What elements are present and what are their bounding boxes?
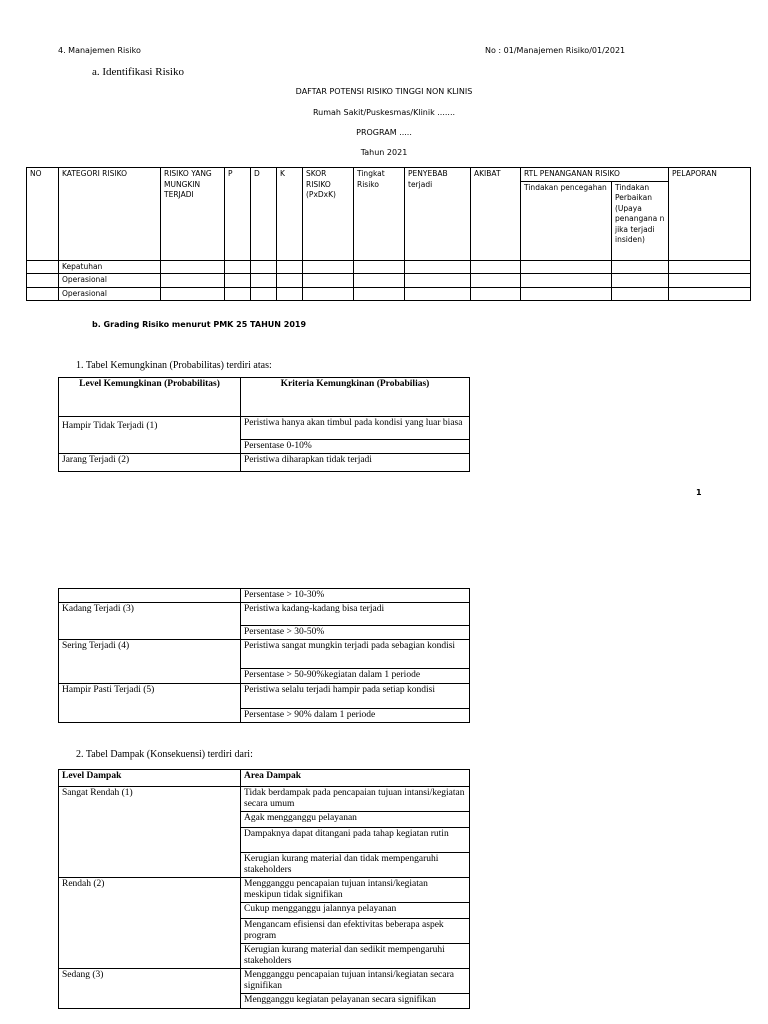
probability-level-cell: Kadang Terjadi (3) [59, 603, 241, 640]
probability-table-continued [58, 588, 470, 723]
impact-area-cell: Cukup mengganggu jalannya pelayanan [241, 903, 470, 919]
probability-level-cell: Jarang Terjadi (2) [59, 454, 241, 472]
probability-intro: 1. Tabel Kemungkinan (Probabilitas) terdiri atas: [76, 360, 272, 371]
header-risiko: RISIKO YANG MUNGKIN TERJADI [161, 168, 225, 261]
table-row [59, 878, 470, 903]
probability-level-cell [59, 589, 241, 603]
header-skor: SKOR RISIKO (PxDxK) [303, 168, 354, 261]
probability-criteria-cell: Persentase > 50-90%kegiatan dalam 1 periode [241, 669, 470, 684]
list-title: DAFTAR POTENSI RISIKO TINGGI NON KLINIS [295, 87, 473, 96]
probability-criteria-header: Kriteria Kemungkinan (Probabilias) [241, 378, 470, 417]
header-kategori: KATEGORI RISIKO [59, 168, 161, 261]
impact-level-cell: Rendah (2) [59, 878, 241, 969]
probability-criteria-cell: Persentase 0-10% [241, 440, 470, 454]
table-row [27, 287, 751, 301]
table-row [59, 603, 470, 626]
probability-criteria-cell: Peristiwa sangat mungkin terjadi pada sebagian kondisi [241, 640, 470, 669]
impact-intro: 2. Tabel Dampak (Konsekuensi) terdiri dari: [76, 749, 253, 760]
probability-level-cell: Hampir Tidak Terjadi (1) [59, 417, 241, 454]
impact-level-cell: Sedang (3) [59, 969, 241, 1009]
impact-table [58, 769, 470, 1009]
table-row [27, 260, 751, 274]
header-akibat: AKIBAT [471, 168, 521, 261]
header-penyebab: PENYEBAB terjadi [405, 168, 471, 261]
header-tindakan-pencegahan: Tindakan pencegahan [521, 181, 612, 260]
impact-area-cell: Mengganggu pencapaian tujuan intansi/kegiatan meskipun tidak signifikan [241, 878, 470, 903]
probability-criteria-cell: Persentase > 10-30% [241, 589, 470, 603]
year-title: Tahun 2021 [360, 148, 408, 157]
table-row [27, 274, 751, 288]
impact-area-cell: Mengganggu kegiatan pelayanan secara signifikan [241, 994, 470, 1009]
impact-area-header: Area Dampak [241, 770, 470, 787]
table-row [59, 589, 470, 603]
table-row [59, 787, 470, 812]
probability-criteria-cell: Peristiwa hanya akan timbul pada kondisi yang luar biasa [241, 417, 470, 440]
header-d: D [251, 168, 277, 261]
section-heading: 4. Manajemen Risiko [58, 46, 141, 55]
category-cell: Kepatuhan [59, 260, 161, 274]
table-row [59, 640, 470, 669]
impact-area-cell: Agak mengganggu pelayanan [241, 812, 470, 828]
probability-level-cell: Sering Terjadi (4) [59, 640, 241, 684]
header-no: NO [27, 168, 59, 261]
impact-area-cell: Dampaknya dapat ditangani pada tahap kegiatan rutin [241, 828, 470, 853]
table-row [59, 969, 470, 994]
probability-table [58, 377, 470, 472]
grading-heading: b. Grading Risiko menurut PMK 25 TAHUN 2019 [92, 320, 307, 329]
impact-level-cell: Sangat Rendah (1) [59, 787, 241, 878]
impact-level-header: Level Dampak [59, 770, 241, 787]
header-k: K [277, 168, 303, 261]
header-rtl: RTL PENANGANAN RISIKO [521, 168, 669, 182]
category-cell: Operasional [59, 287, 161, 301]
header-tindakan-perbaikan: Tindakan Perbaikan (Upaya penangana n jika terjadi insiden) [612, 181, 669, 260]
category-cell: Operasional [59, 274, 161, 288]
impact-area-cell: Kerugian kurang material dan sedikit mempengaruhi stakeholders [241, 944, 470, 969]
impact-area-cell: Mengganggu pencapaian tujuan intansi/kegiatan secara signifikan [241, 969, 470, 994]
probability-criteria-cell: Peristiwa kadang-kadang bisa terjadi [241, 603, 470, 626]
impact-area-cell: Tidak berdampak pada pencapaian tujuan intansi/kegiatan secara umum [241, 787, 470, 812]
probability-criteria-cell: Persentase > 90% dalam 1 periode [241, 709, 470, 723]
table-row [59, 417, 470, 440]
program-title: PROGRAM ..... [356, 128, 412, 137]
probability-criteria-cell: Persentase > 30-50% [241, 626, 470, 640]
subsection-heading: a. Identifikasi Risiko [92, 66, 184, 78]
facility-title: Rumah Sakit/Puskesmas/Klinik ....... [312, 108, 456, 117]
risk-register-table [26, 167, 751, 301]
table-row [59, 684, 470, 709]
document-number: No : 01/Manajemen Risiko/01/2021 [485, 46, 626, 55]
probability-criteria-cell: Peristiwa diharapkan tidak terjadi [241, 454, 470, 472]
page-number: 1 [696, 488, 702, 497]
probability-criteria-cell: Peristiwa selalu terjadi hampir pada setiap kondisi [241, 684, 470, 709]
probability-level-header: Level Kemungkinan (Probabilitas) [59, 378, 241, 417]
impact-area-cell: Mengancam efisiensi dan efektivitas beberapa aspek program [241, 919, 470, 944]
header-p: P [225, 168, 251, 261]
header-pelaporan: PELAPORAN [669, 168, 751, 261]
probability-level-cell: Hampir Pasti Terjadi (5) [59, 684, 241, 723]
impact-area-cell: Kerugian kurang material dan tidak mempengaruhi stakeholders [241, 853, 470, 878]
table-row [59, 454, 470, 472]
header-tingkat: Tingkat Risiko [354, 168, 405, 261]
